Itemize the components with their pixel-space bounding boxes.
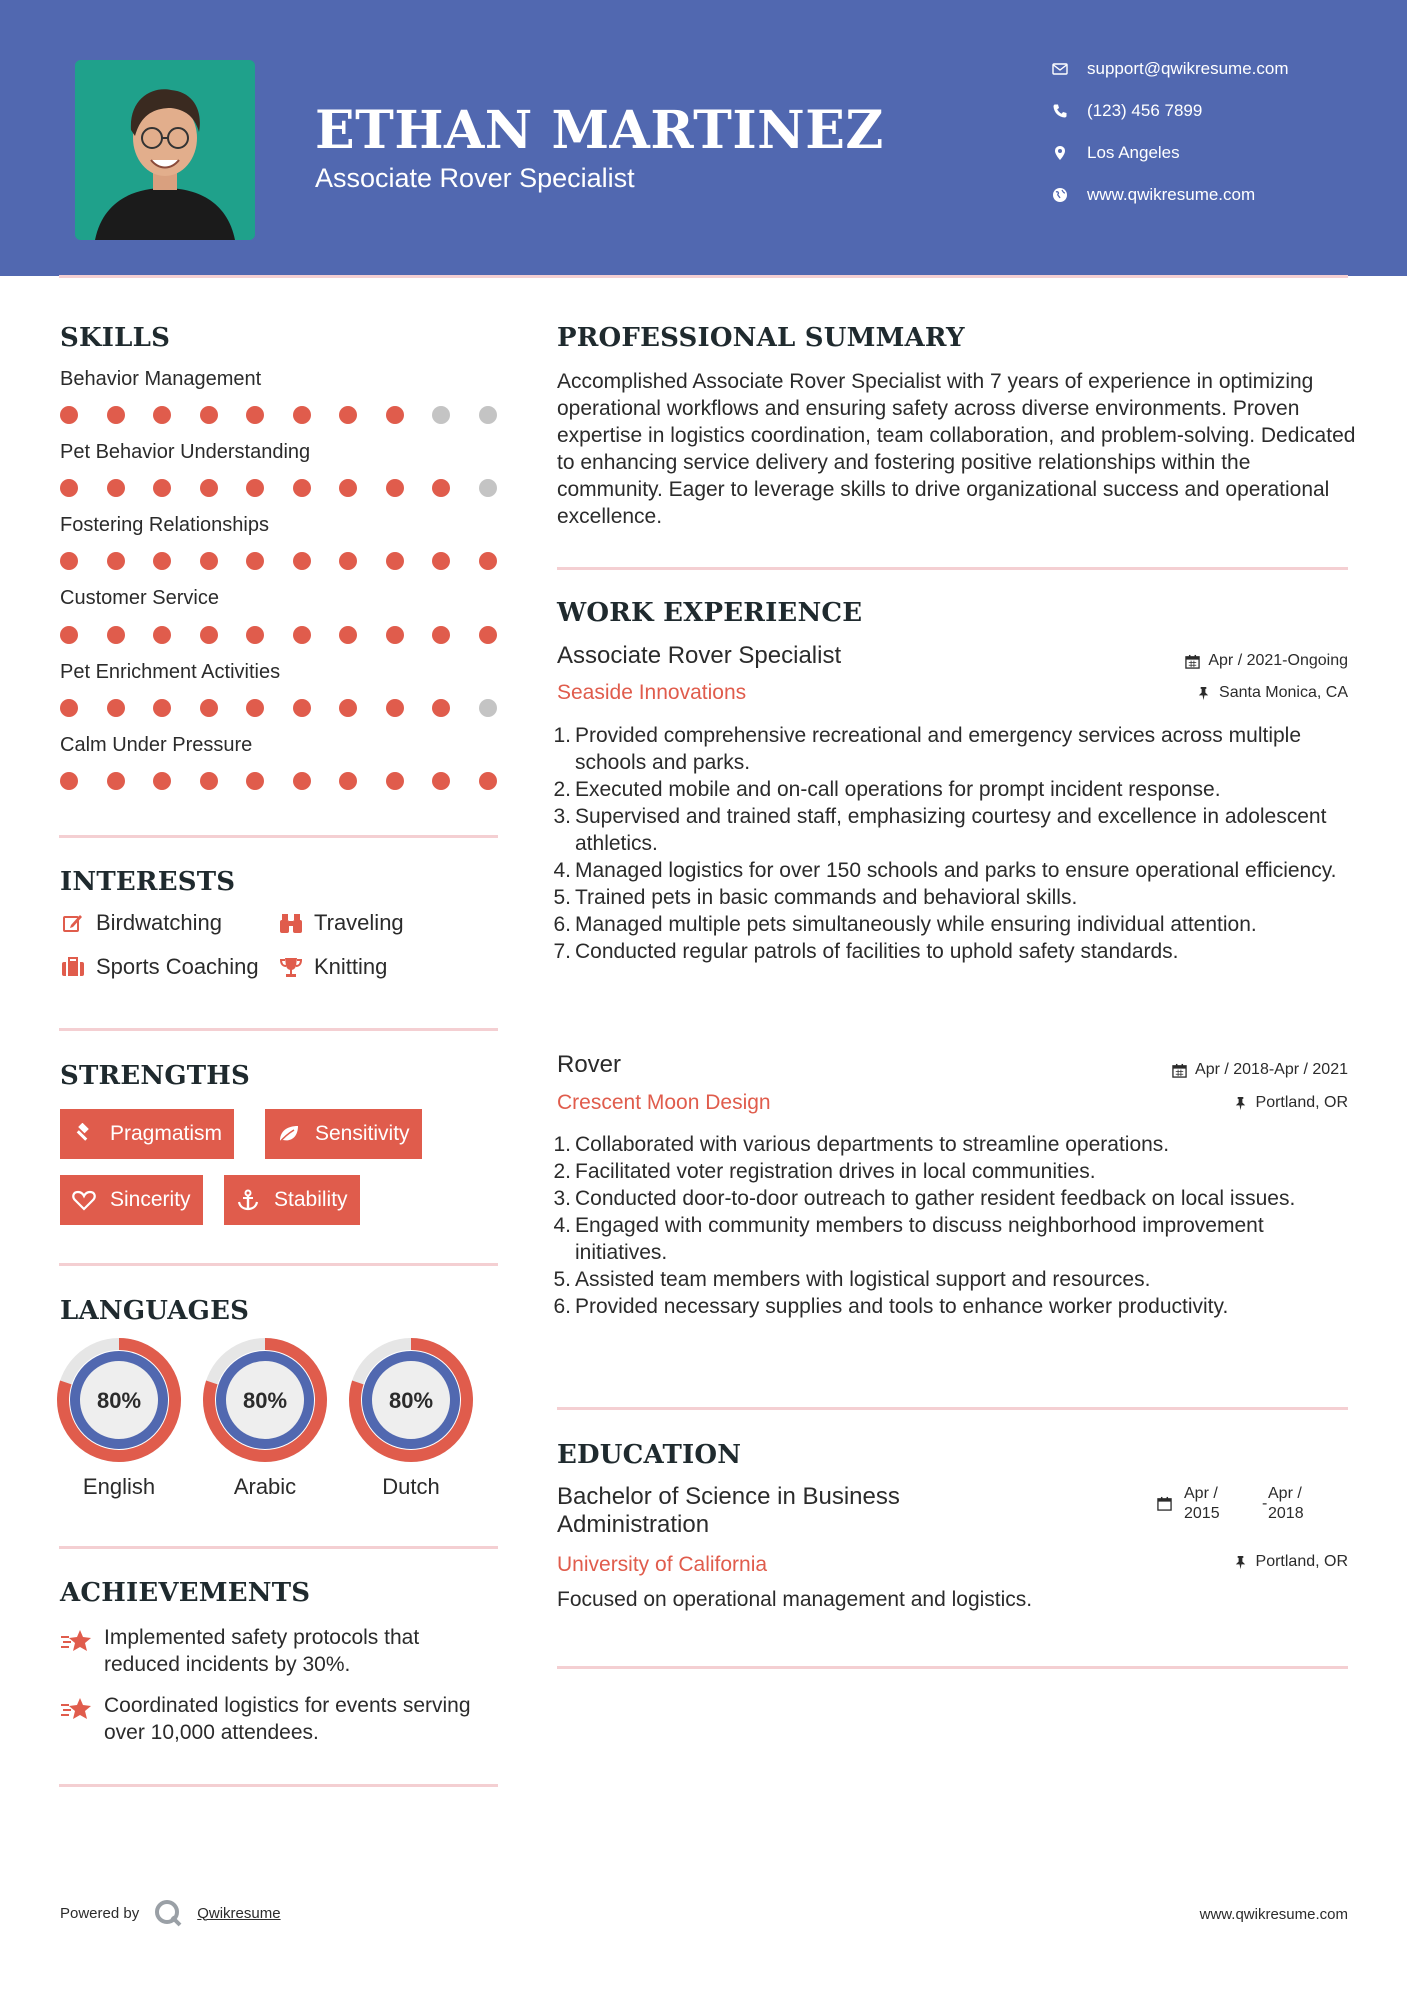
achievement-text: Implemented safety protocols that reduced incidents by 30%. bbox=[104, 1626, 420, 1676]
achievement-item bbox=[60, 1624, 500, 1678]
star-icon bbox=[60, 1692, 94, 1746]
skill-rating bbox=[60, 772, 500, 790]
interest-label: Sports Coaching bbox=[96, 954, 259, 979]
heart-icon bbox=[72, 1188, 96, 1212]
language-percent: 80% bbox=[242, 1388, 288, 1413]
star-icon bbox=[60, 1624, 94, 1678]
header-divider bbox=[59, 275, 1348, 278]
rating-dot-filled bbox=[339, 772, 357, 790]
job-title: Rover bbox=[557, 1051, 622, 1078]
job-location bbox=[1196, 684, 1348, 702]
phone-icon bbox=[1050, 101, 1070, 121]
strength-tag bbox=[224, 1175, 360, 1225]
duty-item: Engaged with community members to discuss neighborhood improvement initiatives. bbox=[575, 1214, 1264, 1264]
duty-item: Conducted regular patrols of facilities to uphold safety standards. bbox=[575, 940, 1179, 963]
duty-item: Supervised and trained staff, emphasizing courtesy and excellence in adolescent athletics. bbox=[575, 805, 1327, 855]
rating-dot-filled bbox=[107, 699, 125, 717]
rating-dot-filled bbox=[246, 772, 264, 790]
rating-dot-filled bbox=[479, 552, 497, 570]
duty-item: Facilitated voter registration drives in local communities. bbox=[575, 1160, 1096, 1183]
rating-dot-filled bbox=[246, 699, 264, 717]
duty-item: Trained pets in basic commands and behavioral skills. bbox=[575, 886, 1078, 909]
interest-label: Birdwatching bbox=[96, 910, 222, 935]
language-ring bbox=[349, 1338, 473, 1462]
skill-name: Calm Under Pressure bbox=[60, 734, 253, 756]
rating-dot-filled bbox=[246, 552, 264, 570]
skill-name: Fostering Relationships bbox=[60, 514, 269, 536]
interest-label: Knitting bbox=[314, 954, 388, 979]
rating-dot-filled bbox=[386, 552, 404, 570]
rating-dot-filled bbox=[293, 772, 311, 790]
duty-item: Executed mobile and on-call operations for prompt incident response. bbox=[575, 778, 1221, 801]
duty-item: Conducted door-to-door outreach to gather resident feedback on local issues. bbox=[575, 1187, 1296, 1210]
rating-dot-filled bbox=[153, 626, 171, 644]
edit-icon bbox=[60, 911, 86, 935]
strength-tag bbox=[60, 1175, 203, 1225]
calendar-icon bbox=[1157, 1496, 1172, 1511]
rating-dot-filled bbox=[60, 772, 78, 790]
rating-dot-filled bbox=[339, 552, 357, 570]
rating-dot-filled bbox=[432, 772, 450, 790]
candidate-name: ETHAN MARTINEZ bbox=[315, 100, 884, 161]
skill-rating bbox=[60, 626, 500, 644]
envelope-icon bbox=[1050, 59, 1070, 79]
rating-dot-filled bbox=[60, 406, 78, 424]
summary-heading: PROFESSIONAL SUMMARY bbox=[557, 323, 965, 353]
job-duties bbox=[557, 722, 1357, 965]
rating-dot-filled bbox=[479, 772, 497, 790]
rating-dot-empty bbox=[479, 479, 497, 497]
strength-tag bbox=[265, 1109, 422, 1159]
job-location-text: Portland, OR bbox=[1255, 1094, 1348, 1111]
language-percent: 80% bbox=[96, 1388, 142, 1413]
rating-dot-filled bbox=[107, 552, 125, 570]
rating-dot-filled bbox=[386, 479, 404, 497]
job-company: Crescent Moon Design bbox=[557, 1091, 771, 1114]
contact-location bbox=[1050, 138, 1370, 168]
job-dates-text: Apr / 2018-Apr / 2021 bbox=[1195, 1061, 1348, 1078]
duty-item: Managed logistics for over 150 schools and parks to ensure operational efficiency. bbox=[575, 859, 1337, 882]
section-divider bbox=[59, 1784, 498, 1787]
contact-email-text: support@qwikresume.com bbox=[1087, 59, 1289, 78]
achievement-item bbox=[60, 1692, 500, 1746]
rating-dot-filled bbox=[386, 699, 404, 717]
language-name: Dutch bbox=[382, 1474, 440, 1499]
language-ring bbox=[57, 1338, 181, 1462]
languages-heading: LANGUAGES bbox=[60, 1296, 250, 1326]
leaf-icon bbox=[277, 1122, 301, 1146]
header bbox=[0, 0, 1407, 276]
contact-location-text: Los Angeles bbox=[1087, 143, 1180, 162]
rating-dot-filled bbox=[200, 406, 218, 424]
section-divider bbox=[557, 567, 1348, 570]
language-percent: 80% bbox=[388, 1388, 434, 1413]
contact-email[interactable] bbox=[1050, 54, 1370, 84]
rating-dot-filled bbox=[246, 406, 264, 424]
rating-dot-filled bbox=[246, 479, 264, 497]
pushpin-icon bbox=[1233, 1555, 1248, 1570]
language-name: English bbox=[82, 1474, 156, 1499]
strength-label: Sincerity bbox=[110, 1188, 191, 1211]
interest-item bbox=[278, 910, 404, 936]
job-company: Seaside Innovations bbox=[557, 681, 747, 704]
interests-heading: INTERESTS bbox=[60, 867, 236, 897]
education-heading: EDUCATION bbox=[557, 1440, 742, 1470]
contact-phone[interactable] bbox=[1050, 96, 1370, 126]
rating-dot-filled bbox=[479, 626, 497, 644]
skill-name: Behavior Management bbox=[60, 368, 262, 390]
powered-by-text: Powered by bbox=[60, 1904, 140, 1922]
section-divider bbox=[59, 1546, 498, 1549]
rating-dot-filled bbox=[200, 699, 218, 717]
pushpin-icon bbox=[1233, 1096, 1248, 1111]
skill-rating bbox=[60, 552, 500, 570]
duty-item: Managed multiple pets simultaneously while ensuring individual attention. bbox=[575, 913, 1257, 936]
skills-heading: SKILLS bbox=[60, 323, 171, 353]
rating-dot-filled bbox=[339, 699, 357, 717]
interest-item bbox=[60, 954, 259, 980]
strength-label: Sensitivity bbox=[315, 1122, 410, 1145]
rating-dot-filled bbox=[60, 552, 78, 570]
rating-dot-filled bbox=[153, 552, 171, 570]
interest-item bbox=[278, 954, 387, 980]
education-start: Apr / 2015 bbox=[1184, 1485, 1220, 1522]
profile-photo bbox=[75, 60, 255, 240]
education-school: University of California bbox=[557, 1553, 768, 1576]
contact-website-text: www.qwikresume.com bbox=[1087, 185, 1256, 204]
strength-label: Stability bbox=[274, 1188, 348, 1211]
rating-dot-empty bbox=[479, 406, 497, 424]
pushpin-icon bbox=[1196, 686, 1211, 701]
rating-dot-filled bbox=[339, 406, 357, 424]
rating-dot-filled bbox=[200, 479, 218, 497]
skill-rating bbox=[60, 699, 500, 717]
job-dates bbox=[1172, 1061, 1348, 1079]
achievements-heading: ACHIEVEMENTS bbox=[60, 1578, 311, 1608]
rating-dot-filled bbox=[246, 626, 264, 644]
education-end: Apr / 2018 bbox=[1268, 1485, 1304, 1522]
rating-dot-filled bbox=[107, 772, 125, 790]
experience-heading: WORK EXPERIENCE bbox=[557, 598, 863, 628]
job-title: Associate Rover Specialist bbox=[557, 642, 842, 669]
job-dates bbox=[1185, 652, 1348, 670]
duty-item: Assisted team members with logistical support and resources. bbox=[575, 1268, 1151, 1291]
rating-dot-filled bbox=[293, 479, 311, 497]
strength-tag bbox=[60, 1109, 234, 1159]
rating-dot-filled bbox=[153, 772, 171, 790]
section-divider bbox=[557, 1666, 1348, 1669]
duty-item: Provided necessary supplies and tools to enhance worker productivity. bbox=[575, 1295, 1229, 1318]
date-separator: - bbox=[1262, 1495, 1268, 1512]
skill-name: Pet Enrichment Activities bbox=[60, 661, 281, 683]
job-location-text: Santa Monica, CA bbox=[1219, 684, 1348, 701]
rating-dot-filled bbox=[386, 406, 404, 424]
rating-dot-filled bbox=[293, 552, 311, 570]
section-divider bbox=[59, 1028, 498, 1031]
rating-dot-filled bbox=[200, 772, 218, 790]
duty-item: Provided comprehensive recreational and emergency services across multiple schools and parks. bbox=[575, 724, 1302, 774]
contact-phone-text: (123) 456 7899 bbox=[1087, 101, 1203, 120]
rating-dot-filled bbox=[153, 699, 171, 717]
strengths-heading: STRENGTHS bbox=[60, 1061, 251, 1091]
interest-label: Traveling bbox=[314, 910, 404, 935]
language-name: Arabic bbox=[233, 1474, 297, 1499]
rating-dot-filled bbox=[200, 626, 218, 644]
education-degree: Bachelor of Science in Business Administration bbox=[557, 1483, 900, 1538]
rating-dot-filled bbox=[60, 479, 78, 497]
rating-dot-filled bbox=[200, 552, 218, 570]
language-ring bbox=[203, 1338, 327, 1462]
rating-dot-filled bbox=[153, 406, 171, 424]
anchor-icon bbox=[236, 1188, 260, 1212]
map-pin-icon bbox=[1050, 143, 1070, 163]
skill-name: Pet Behavior Understanding bbox=[60, 441, 311, 463]
rating-dot-filled bbox=[432, 552, 450, 570]
calendar-icon bbox=[1172, 1063, 1187, 1078]
job-dates-text: Apr / 2021-Ongoing bbox=[1208, 652, 1348, 669]
job-duties bbox=[557, 1131, 1357, 1320]
rating-dot-filled bbox=[386, 626, 404, 644]
globe-icon bbox=[1050, 185, 1070, 205]
rating-dot-filled bbox=[432, 699, 450, 717]
qwikresume-link[interactable]: Qwikresume bbox=[197, 1904, 281, 1922]
section-divider bbox=[59, 835, 498, 838]
candidate-title: Associate Rover Specialist bbox=[315, 163, 635, 193]
rating-dot-filled bbox=[293, 699, 311, 717]
rating-dot-filled bbox=[153, 479, 171, 497]
job-location bbox=[1233, 1094, 1348, 1112]
interest-item bbox=[60, 910, 222, 936]
trophy-icon bbox=[278, 955, 304, 979]
rating-dot-filled bbox=[339, 479, 357, 497]
education-dates bbox=[1157, 1484, 1357, 1528]
rating-dot-filled bbox=[60, 626, 78, 644]
rating-dot-filled bbox=[60, 699, 78, 717]
footer-powered bbox=[60, 1898, 281, 1928]
rating-dot-filled bbox=[107, 406, 125, 424]
gavel-icon bbox=[72, 1122, 96, 1146]
briefcase-icon bbox=[60, 955, 86, 979]
rating-dot-filled bbox=[107, 479, 125, 497]
skill-rating bbox=[60, 479, 500, 497]
skill-rating bbox=[60, 406, 500, 424]
skill-name: Customer Service bbox=[60, 587, 219, 609]
binoculars-icon bbox=[278, 911, 304, 935]
rating-dot-filled bbox=[107, 626, 125, 644]
achievement-text: Coordinated logistics for events serving over 10,000 attendees. bbox=[104, 1694, 471, 1744]
education-location-text: Portland, OR bbox=[1255, 1553, 1348, 1570]
duty-item: Collaborated with various departments to streamline operations. bbox=[575, 1133, 1170, 1156]
summary-text: Accomplished Associate Rover Specialist with 7 years of experience in optimizing operational workflows and ensuring safety across diverse environments. Proven expertise in logistics coordination, team collaboration, and problem-solving. Dedicated to enhancing service delivery and fostering positive relationships within the community. Eager to leverage skills to drive organizational success and operational excellence. bbox=[557, 370, 1356, 528]
strength-label: Pragmatism bbox=[110, 1122, 223, 1145]
rating-dot-filled bbox=[293, 406, 311, 424]
rating-dot-filled bbox=[432, 479, 450, 497]
rating-dot-empty bbox=[479, 699, 497, 717]
footer-url[interactable]: www.qwikresume.com bbox=[1199, 1906, 1348, 1923]
qwikresume-logo-icon bbox=[153, 1898, 183, 1928]
rating-dot-filled bbox=[432, 626, 450, 644]
rating-dot-filled bbox=[386, 772, 404, 790]
section-divider bbox=[59, 1263, 498, 1266]
rating-dot-filled bbox=[339, 626, 357, 644]
rating-dot-empty bbox=[432, 406, 450, 424]
rating-dot-filled bbox=[293, 626, 311, 644]
education-location bbox=[1233, 1553, 1348, 1571]
calendar-icon bbox=[1185, 654, 1200, 669]
education-description: Focused on operational management and logistics. bbox=[557, 1588, 1033, 1611]
section-divider bbox=[557, 1407, 1348, 1410]
contact-website[interactable] bbox=[1050, 180, 1370, 210]
